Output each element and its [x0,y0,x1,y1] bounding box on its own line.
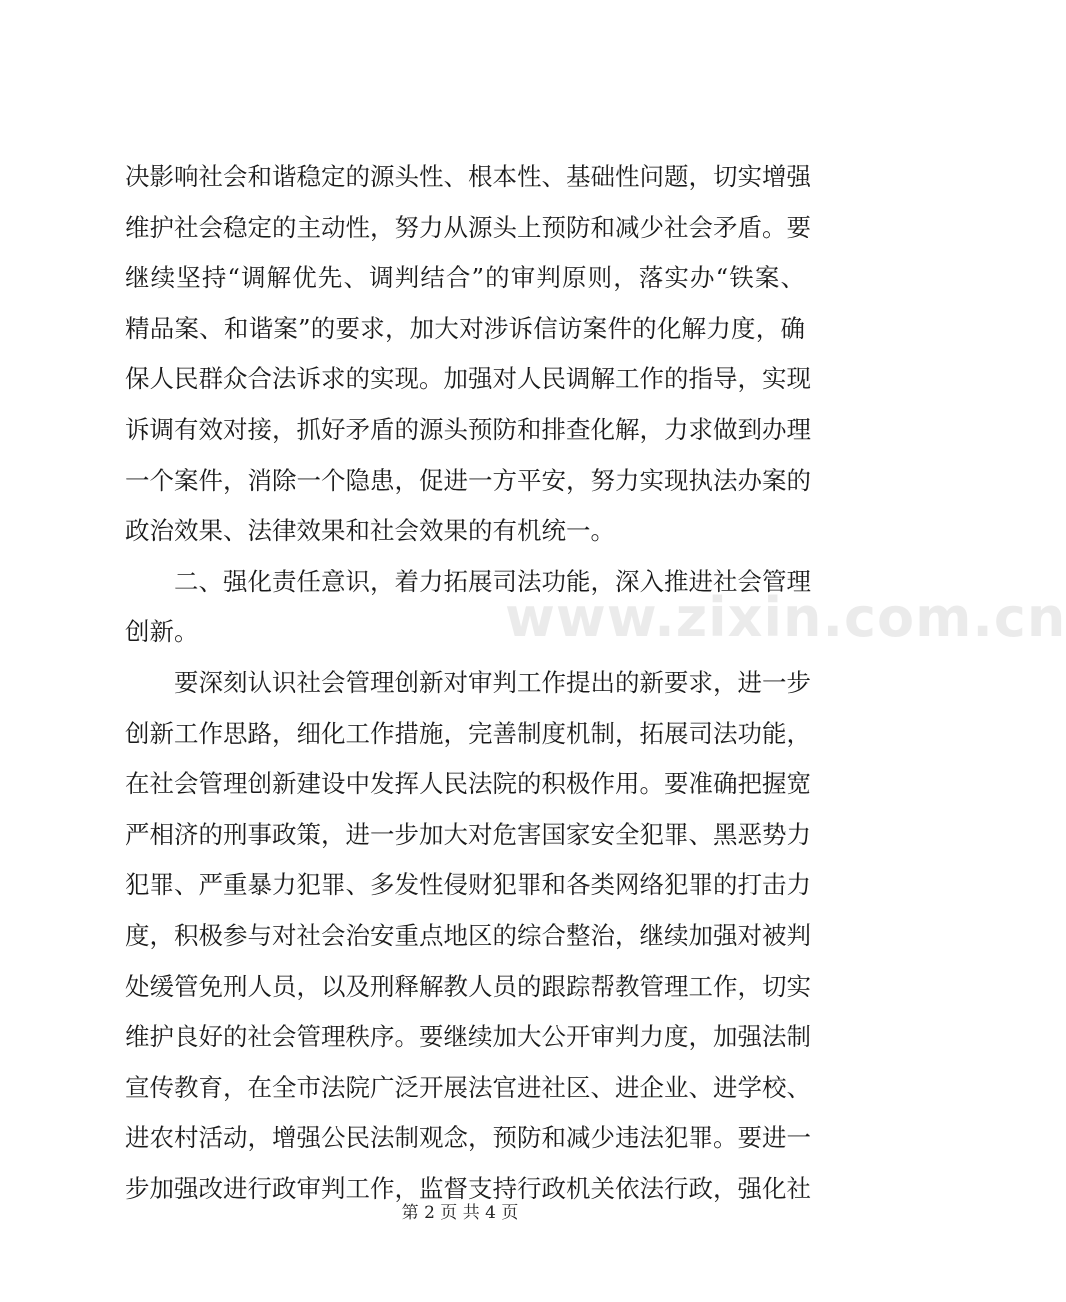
page-number-footer: 第 2 页 共 4 页 [401,1203,519,1223]
text-line: 犯罪、严重暴力犯罪、多发性侵财犯罪和各类网络犯罪的打击力 [125,870,811,900]
text-line: 进农村活动，增强公民法制观念，预防和减少违法犯罪。要进一 [125,1123,811,1153]
text-line: 宣传教育，在全市法院广泛开展法官进社区、进企业、进学校、 [125,1072,811,1102]
section-heading-line: 二、强化责任意识，着力拓展司法功能，深入推进社会管理 [174,566,811,596]
text-line: 继续坚持“调解优先、调判结合”的审判原则，落实办“铁案、 [125,263,805,293]
text-line: 保人民群众合法诉求的实现。加强对人民调解工作的指导，实现 [125,364,811,394]
text-line: 政治效果、法律效果和社会效果的有机统一。 [125,516,615,546]
text-line: 严相济的刑事政策，进一步加大对危害国家安全犯罪、黑恶势力 [125,819,811,849]
text-line: 要深刻认识社会管理创新对审判工作提出的新要求，进一步 [174,667,811,697]
text-line: 处缓管免刑人员，以及刑释解教人员的跟踪帮教管理工作，切实 [125,971,811,1001]
text-line: 步加强改进行政审判工作，监督支持行政机关依法行政，强化社 [125,1173,811,1203]
text-line: 一个案件，消除一个隐患，促进一方平安，努力实现执法办案的 [125,465,811,495]
text-line: 诉调有效对接，抓好矛盾的源头预防和排查化解，力求做到办理 [125,414,811,444]
body-text [125,152,811,1214]
watermark: www.zixin.com.cn [505,586,1066,649]
text-line: 决影响社会和谐稳定的源头性、根本性、基础性问题，切实增强 [125,162,811,191]
text-line: 度，积极参与对社会治安重点地区的综合整治，继续加强对被判 [125,920,811,950]
text-line: 维护良好的社会管理秩序。要继续加大公开审判力度，加强法制 [125,1022,811,1052]
text-line: 精品案、和谐案”的要求，加大对涉诉信访案件的化解力度，确 [125,313,805,343]
section-heading-line: 创新。 [125,617,199,647]
text-line: 在社会管理创新建设中发挥人民法院的积极作用。要准确把握宽 [125,769,811,799]
text-line: 维护社会稳定的主动性，努力从源头上预防和减少社会矛盾。要 [125,212,811,242]
text-line: 创新工作思路，细化工作措施，完善制度机制，拓展司法功能， [125,718,811,748]
